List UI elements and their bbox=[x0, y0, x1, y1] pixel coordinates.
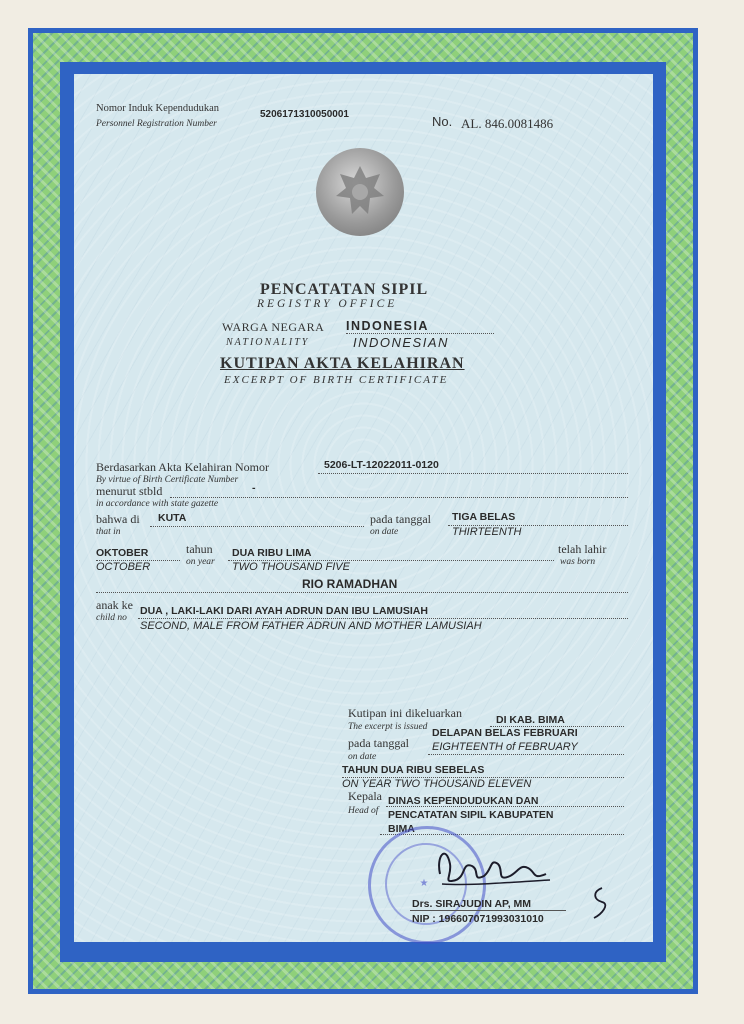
month-dotline bbox=[96, 560, 180, 561]
serial-prefix: No. bbox=[432, 114, 453, 129]
excerpt-title: KUTIPAN AKTA KELAHIRAN bbox=[220, 355, 465, 372]
head-label: Kepala bbox=[348, 789, 382, 803]
month-value: OKTOBER bbox=[96, 547, 149, 559]
nationality-value: INDONESIAN bbox=[353, 335, 449, 350]
nik-label: Nomor Induk Kependudukan bbox=[96, 103, 220, 114]
issue-year-value: TAHUN DUA RIBU SEBELAS bbox=[342, 764, 485, 776]
stbld-dotline bbox=[170, 497, 628, 498]
office-dotline-1 bbox=[386, 806, 624, 807]
date-value-en: THIRTEENTH bbox=[452, 526, 522, 538]
issue-date-value: DELAPAN BELAS FEBRUARI bbox=[432, 727, 578, 739]
official-name: Drs. SIRAJUDIN AP, MM bbox=[412, 898, 532, 910]
place-dotline bbox=[150, 526, 364, 527]
stbld-label: menurut stbld bbox=[96, 484, 163, 498]
svg-text:★: ★ bbox=[419, 878, 429, 889]
office-line-3: BIMA bbox=[388, 823, 415, 835]
basis-number: 5206-LT-12022011-0120 bbox=[324, 459, 439, 471]
year-label: tahun bbox=[186, 542, 213, 556]
signature bbox=[432, 836, 556, 898]
official-nip: NIP : 196607071993031010 bbox=[412, 913, 544, 925]
office-line-1: DINAS KEPENDUDUKAN DAN bbox=[388, 795, 539, 807]
official-name-underline bbox=[410, 910, 566, 911]
date-dotline bbox=[448, 525, 628, 526]
paraf-mark bbox=[588, 884, 612, 924]
date-label-en: on date bbox=[370, 527, 399, 537]
date-value: TIGA BELAS bbox=[452, 511, 516, 523]
issued-label-en: The excerpt is issued bbox=[348, 722, 428, 732]
child-order-value-en: SECOND, MALE FROM FATHER ADRUN AND MOTHER LAMUSIAH bbox=[140, 620, 482, 632]
issue-year-dotline bbox=[342, 777, 624, 778]
month-value-en: OCTOBER bbox=[96, 561, 151, 573]
serial-number: AL. 846.0081486 bbox=[461, 116, 554, 131]
issue-year-value-en: ON YEAR TWO THOUSAND ELEVEN bbox=[342, 778, 532, 790]
child-order-label-en: child no bbox=[96, 613, 127, 623]
basis-label-en: By virtue of Birth Certificate Number bbox=[96, 475, 239, 485]
place-value: KUTA bbox=[158, 512, 187, 524]
head-label-en: Head of bbox=[348, 806, 379, 816]
date-label: pada tanggal bbox=[370, 512, 431, 526]
stbld-label-en: in accordance with state gazette bbox=[96, 499, 219, 509]
citizen-value: INDONESIA bbox=[346, 319, 429, 333]
child-dotline bbox=[138, 618, 628, 619]
place-label-en: that in bbox=[96, 527, 121, 537]
issued-label: Kutipan ini dikeluarkan bbox=[348, 706, 462, 720]
garuda-emblem-icon bbox=[316, 148, 404, 236]
issued-place: DI KAB. BIMA bbox=[496, 714, 565, 726]
issue-date-label-en: on date bbox=[348, 752, 377, 762]
office-line-2: PENCATATAN SIPIL KABUPATEN bbox=[388, 809, 554, 821]
child-order-label: anak ke bbox=[96, 598, 133, 612]
nik-value: 5206171310050001 bbox=[260, 109, 349, 120]
excerpt-title-en: EXCERPT OF BIRTH CERTIFICATE bbox=[224, 374, 449, 386]
child-name: RIO RAMADHAN bbox=[302, 577, 398, 591]
nationality-label: NATIONALITY bbox=[226, 337, 310, 348]
year-value-en: TWO THOUSAND FIVE bbox=[232, 561, 350, 573]
citizen-dotline bbox=[346, 333, 494, 334]
place-label: bahwa di bbox=[96, 512, 140, 526]
citizen-label: WARGA NEGARA bbox=[222, 320, 325, 334]
issue-date-label: pada tanggal bbox=[348, 736, 409, 750]
basis-label: Berdasarkan Akta Kelahiran Nomor bbox=[96, 460, 269, 474]
basis-dotline bbox=[318, 473, 628, 474]
born-label: telah lahir bbox=[558, 542, 607, 556]
year-label-en: on year bbox=[186, 557, 215, 567]
stbld-value: - bbox=[252, 482, 256, 494]
registry-title-en: REGISTRY OFFICE bbox=[257, 298, 398, 310]
registry-title: PENCATATAN SIPIL bbox=[260, 281, 429, 298]
name-dotline bbox=[96, 592, 628, 593]
year-dotline bbox=[228, 560, 554, 561]
year-value: DUA RIBU LIMA bbox=[232, 547, 312, 559]
nik-label-en: Personnel Registration Number bbox=[96, 119, 217, 129]
issue-date-dotline bbox=[428, 754, 624, 755]
issue-date-value-en: EIGHTEENTH of FEBRUARY bbox=[432, 741, 578, 753]
born-label-en: was born bbox=[560, 557, 596, 567]
child-order-value: DUA , LAKI-LAKI DARI AYAH ADRUN DAN IBU LAMUSIAH bbox=[140, 605, 428, 617]
